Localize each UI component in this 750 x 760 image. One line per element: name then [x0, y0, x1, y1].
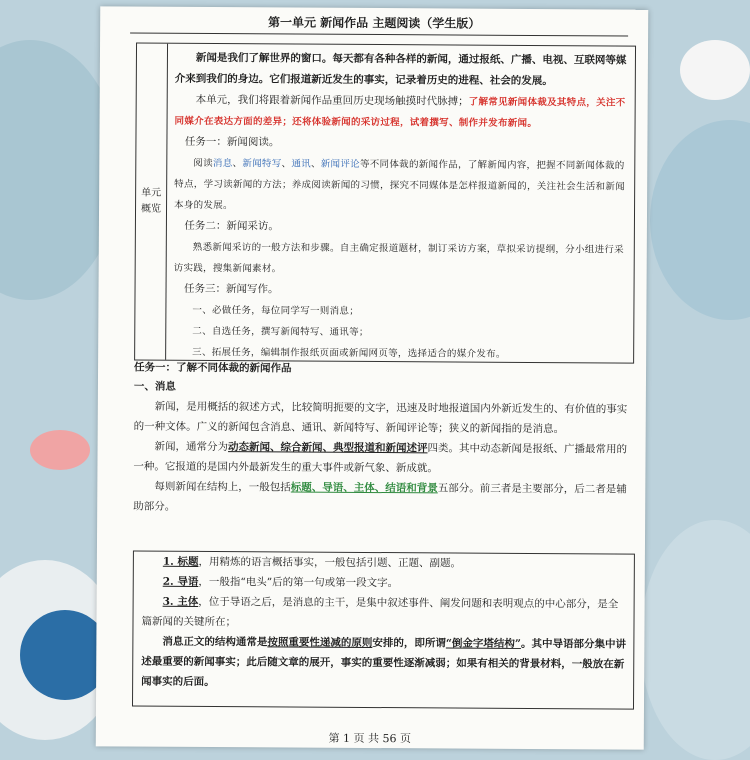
background-pattern	[650, 120, 750, 320]
structure-item	[133, 592, 633, 635]
overview-label-cell	[135, 44, 168, 360]
overview-goals-highlight: 了解常见新闻体裁及其特点，关注不同媒介在表达方面的差异；还将体验新闻的采访过程，试着撰写、制作并发布新闻。	[174, 96, 626, 130]
para2-lead: 新闻，通常分为	[154, 440, 229, 454]
note-rest: 。其中导语部分集中讲述最重要的新闻事实；此后随文章的展开，事实的重要性逐渐减弱；如果有相关的背景材料，一般放在新闻事实的后面。	[141, 637, 627, 689]
item-text: ，一般指“电头”后的第一句或第一段文字。	[198, 575, 399, 590]
note-principle: 按照重要性递减的原则	[267, 636, 373, 650]
unit-overview-table	[134, 43, 636, 364]
para2-rest: 四类。其中动态新闻是报纸、广播最常用的一种。它报道的是国内外最新发生的重大事件或新气象、新成就。	[133, 442, 628, 475]
overview-goals	[175, 90, 627, 135]
item-label: 2. 导语	[162, 575, 199, 588]
structure-parts: 标题、导语、主体、结语和背景	[290, 481, 438, 495]
main-content	[133, 359, 634, 520]
overview-intro: 新闻是我们了解世界的窗口。每天都有各种各样的新闻，通过报纸、广播、电视、互联网等媒介来到我们的身边。它们报道新近发生的事实，记录着历史的进程、社会的发展。	[174, 51, 627, 88]
genre-report: 通讯	[291, 158, 311, 170]
inverted-pyramid-note	[133, 632, 633, 695]
overview-goals-intro: 本单元，我们将跟着新闻作品重回历史现场触摸时代脉搏；	[195, 93, 469, 108]
structure-paragraph	[133, 477, 633, 520]
task2-body: 熟悉新闻采访的一般方法和步骤。自主确定报道题材，制订采访方案，草拟采访提纲，分小组进行采访实践，搜集新闻素材。	[173, 241, 625, 275]
task2-title: 任务二：新闻采访。	[184, 219, 279, 233]
background-pattern	[680, 40, 750, 100]
task1-lead: 阅读	[193, 157, 213, 170]
genre-separator: 、	[310, 158, 321, 170]
genre-separator: 、	[232, 158, 243, 170]
task1-body	[174, 153, 626, 219]
para3-lead: 每则新闻在结构上，一般包括	[154, 480, 291, 494]
structure-notes-box	[132, 551, 635, 710]
genre-separator: 、	[281, 158, 292, 170]
classification-paragraph	[133, 437, 633, 480]
note-pyramid: “倒金字塔结构”	[445, 637, 522, 650]
header-divider	[130, 33, 628, 37]
para3-rest: 五部分。前三者是主要部分，后二者是辅助部分。	[133, 482, 627, 513]
item-text: ，位于导语之后，是消息的主干，是集中叙述事件、阐发问题和表明观点的中心部分，是全篇新闻的关键所在；	[141, 595, 619, 629]
news-types: 动态新闻、综合新闻、典型报道和新闻述评	[228, 441, 428, 455]
item-label: 1. 标题	[162, 555, 199, 568]
genre-commentary: 新闻评论	[320, 158, 361, 170]
task3-item: 三、拓展任务，编辑制作报纸页面或新闻网页等，选择适合的媒介发布。	[192, 346, 506, 360]
task1-rest: 等不同体裁的新闻作品，了解新闻内容，把握不同新闻体裁的特点，学习读新闻的方法；养成阅读新闻的习惯，探究不同媒体是怎样报道新闻的，关注社会生活和新闻本身的发展。	[174, 158, 626, 212]
overview-content	[173, 48, 627, 366]
task3-item: 一、必做任务，每位同学写一则消息；	[192, 304, 360, 317]
item-text: ，用精炼的语言概括事实，一般包括引题、正题、副题。	[198, 555, 462, 570]
section-heading: 一、消息	[133, 380, 176, 393]
task3-item: 二、自选任务，撰写新闻特写、通讯等；	[192, 325, 369, 338]
document-page	[96, 6, 649, 749]
page-header: 第一单元 新闻作品 主题阅读（学生版）	[267, 15, 481, 31]
definition-paragraph: 新闻，是用概括的叙述方式，比较简明扼要的文字，迅速及时地报道国内外新近发生的、有价值的事实的一种文体。广义的新闻包含消息、通讯、新闻特写、新闻评论等；狭义的新闻指的是消息。	[133, 400, 628, 436]
task-heading: 任务一：了解不同体裁的新闻作品	[134, 361, 292, 375]
note-mid: 安排的，即所谓	[372, 637, 446, 650]
note-lead: 消息正文的结构通常是	[162, 635, 268, 649]
background-pattern	[640, 520, 750, 760]
background-pattern	[30, 430, 90, 470]
overview-label: 单元概览	[140, 187, 162, 215]
page-number: 第 1 页 共 56 页	[328, 731, 412, 746]
genre-news: 消息	[212, 158, 233, 170]
item-label: 3. 主体	[162, 595, 199, 608]
genre-feature: 新闻特写	[242, 158, 282, 170]
task3-title: 任务三：新闻写作。	[184, 282, 279, 296]
task1-title: 任务一：新闻阅读。	[184, 135, 280, 149]
